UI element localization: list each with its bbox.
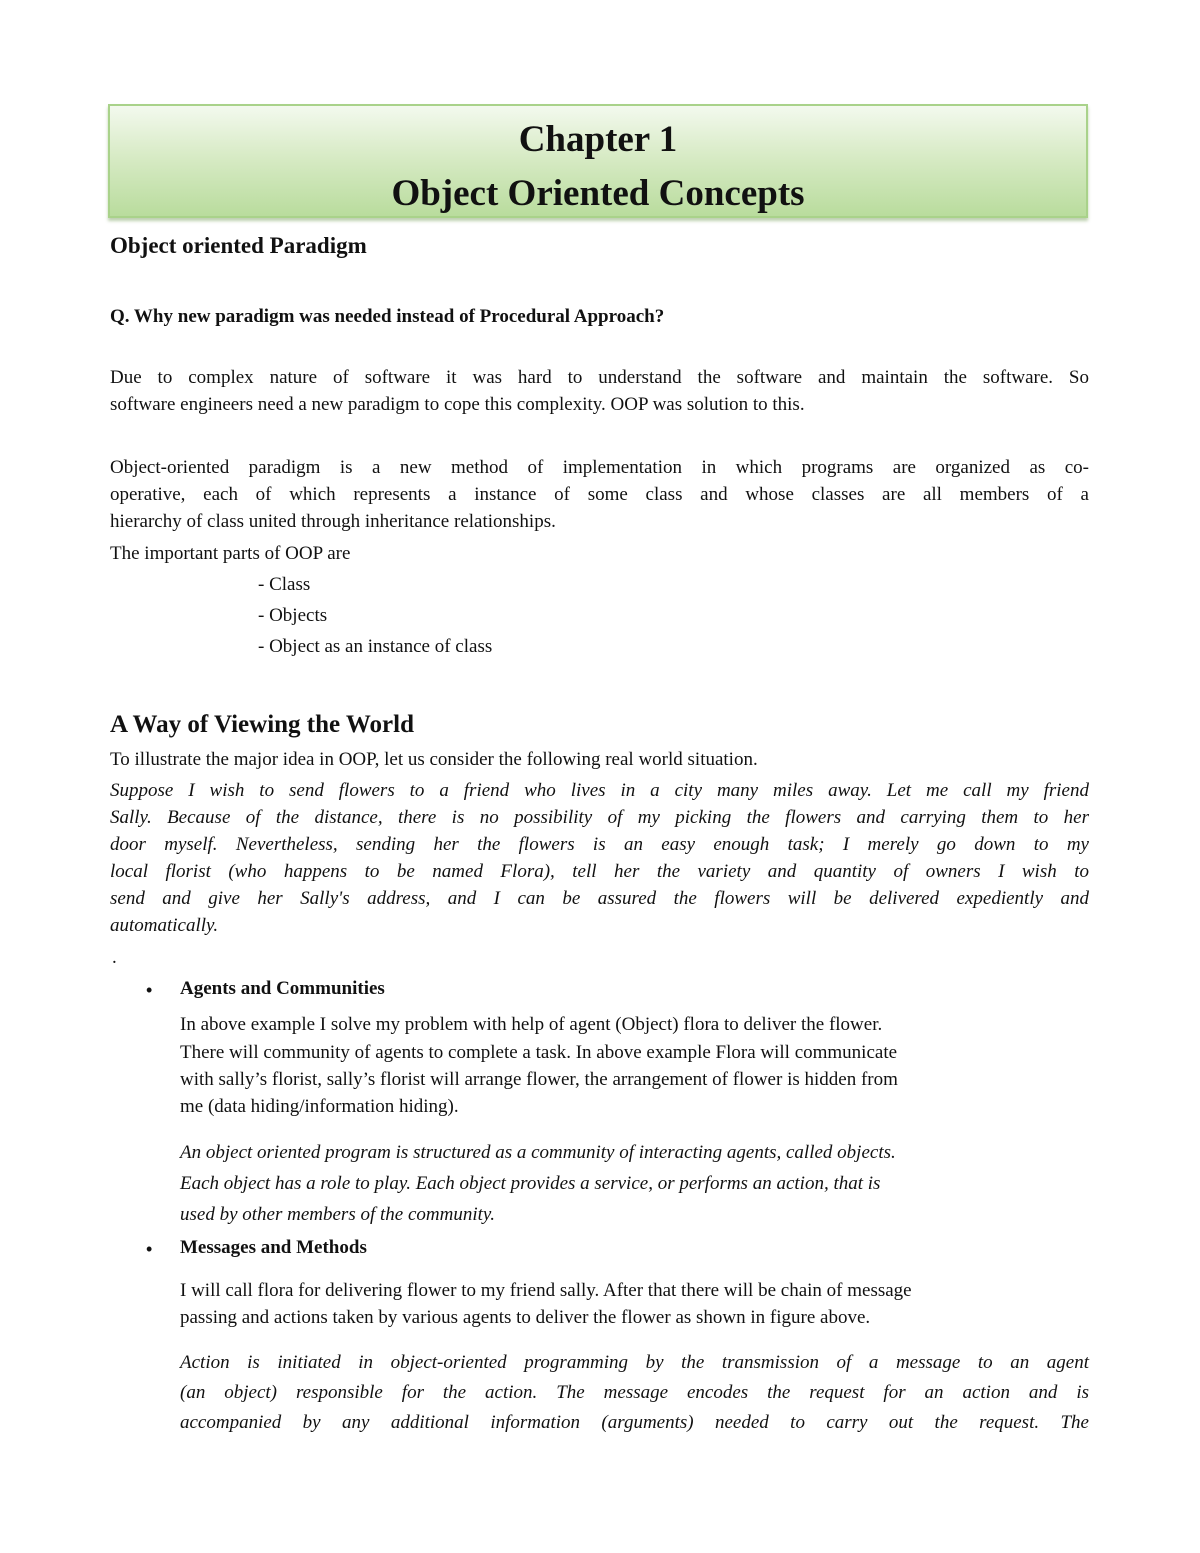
section-heading-paradigm: Object oriented Paradigm <box>110 233 367 258</box>
paragraph-line: Object-oriented paradigm is a new method of implementation in which programs are organized as co- <box>110 457 1089 478</box>
story-line: automatically. <box>110 915 219 936</box>
messages-line: I will call flora for delivering flower to my friend sally. After that there will be chain of message <box>180 1280 912 1301</box>
question-heading: Q. Why new paradigm was needed instead of Procedural Approach? <box>110 306 665 327</box>
messages-line: passing and actions taken by various agents to deliver the flower as shown in figure above. <box>180 1307 871 1328</box>
story-line: Suppose I wish to send flowers to a friend who lives in a city many miles away. Let me call my friend <box>110 780 1089 801</box>
messages-definition-line: (an object) responsible for the action. The message encodes the request for an action and is <box>180 1382 1089 1403</box>
list-item-instance: - Object as an instance of class <box>258 636 493 657</box>
section-intro: To illustrate the major idea in OOP, let us consider the following real world situation. <box>110 749 758 770</box>
paragraph-line: software engineers need a new paradigm to cope this complexity. OOP was solution to this. <box>110 394 805 415</box>
list-item-objects: - Objects <box>258 605 328 626</box>
chapter-number: Chapter 1 <box>518 119 678 160</box>
agents-line: In above example I solve my problem with help of agent (Object) flora to deliver the flower. <box>180 1014 883 1035</box>
story-line: local florist (who happens to be named Flora), tell her the variety and quantity of owners I wish to <box>110 861 1089 882</box>
chapter-banner <box>108 104 1088 218</box>
story-line: Sally. Because of the distance, there is no possibility of my picking the flowers and carrying them to her <box>110 807 1089 828</box>
bullet-icon: • <box>146 1239 153 1259</box>
paragraph-line: hierarchy of class united through inheritance relationships. <box>110 511 556 532</box>
agents-definition-line: used by other members of the community. <box>180 1204 496 1225</box>
messages-definition-line: Action is initiated in object-oriented programming by the transmission of a message to an agent <box>180 1352 1089 1373</box>
chapter-title: Object Oriented Concepts <box>391 173 805 214</box>
bullet-title-agents: Agents and Communities <box>180 978 385 999</box>
bullet-title-messages: Messages and Methods <box>180 1237 367 1258</box>
list-item-class: - Class <box>258 574 311 595</box>
bullet-icon: • <box>146 980 153 1000</box>
story-line: door myself. Nevertheless, sending her the flowers is an easy enough task; I merely go down to my <box>110 834 1089 855</box>
agents-definition-line: An object oriented program is structured as a community of interacting agents, called objects. <box>180 1142 896 1163</box>
stray-dot: . <box>112 947 117 968</box>
agents-definition-line: Each object has a role to play. Each object provides a service, or performs an action, that is <box>180 1173 881 1194</box>
section-heading-world: A Way of Viewing the World <box>110 711 414 738</box>
messages-definition-line: accompanied by any additional information (arguments) needed to carry out the request. The <box>180 1412 1089 1433</box>
paragraph-line: operative, each of which represents a instance of some class and whose classes are all members of a <box>110 484 1089 505</box>
parts-intro: The important parts of OOP are <box>110 543 351 564</box>
paragraph-line: Due to complex nature of software it was hard to understand the software and maintain the software. So <box>110 367 1089 388</box>
story-line: send and give her Sally's address, and I can be assured the flowers will be delivered expediently and <box>110 888 1089 909</box>
agents-line: with sally’s florist, sally’s florist will arrange flower, the arrangement of flower is hidden from <box>180 1069 898 1090</box>
agents-line: There will community of agents to complete a task. In above example Flora will communicate <box>180 1042 898 1063</box>
agents-line: me (data hiding/information hiding). <box>180 1096 459 1117</box>
